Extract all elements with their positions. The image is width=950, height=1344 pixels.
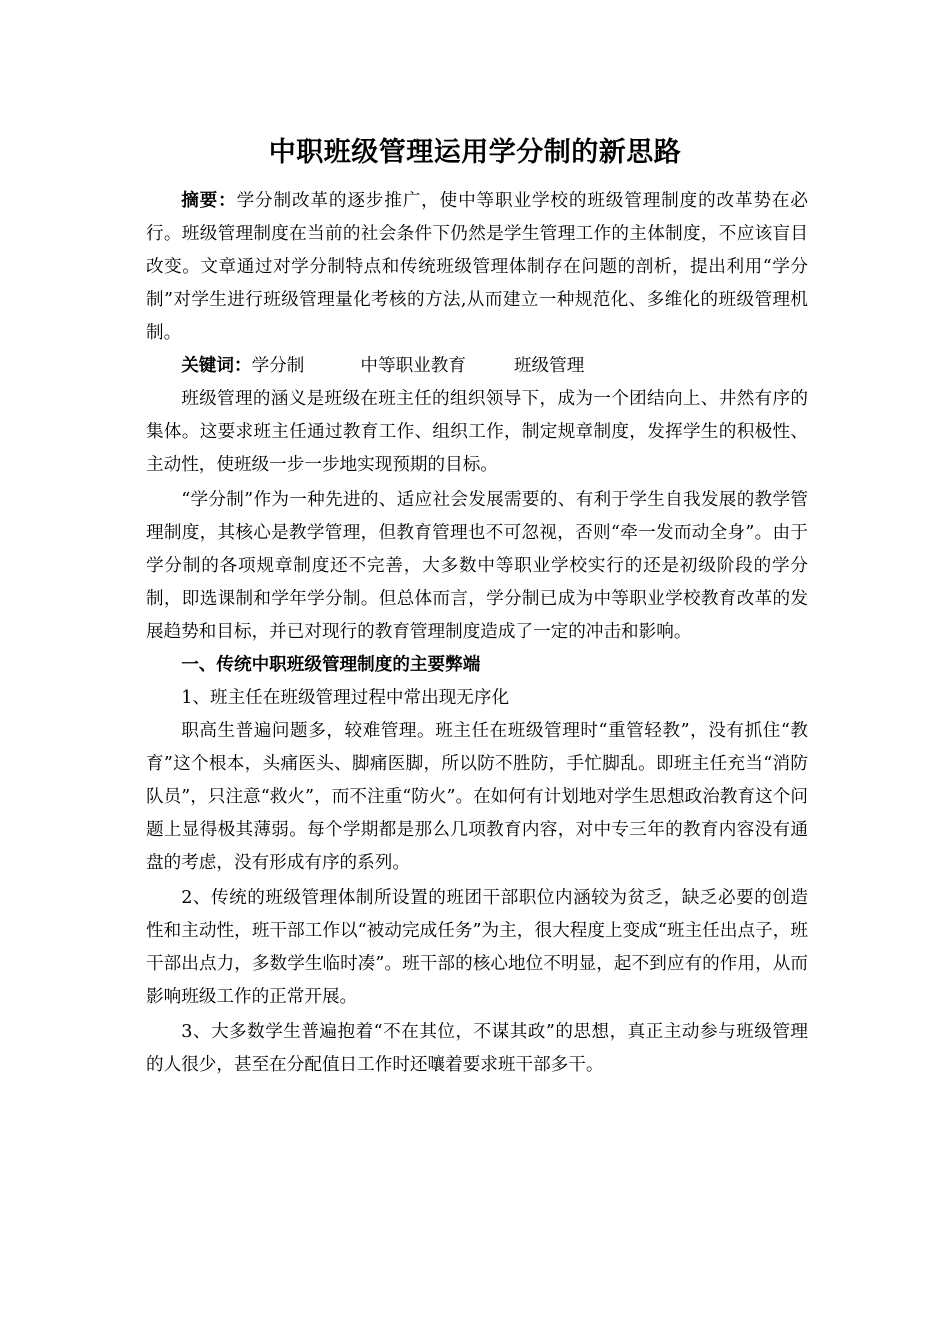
document-body (146, 185, 808, 1082)
body-paragraph-1: 班级管理的涵义是班级在班主任的组织领导下，成为一个团结向上、井然有序的集体。这要求班主任通过教育工作、组织工作，制定规章制度，发挥学生的积极性、主动性，使班级一步一步地实现预期的目标。 (146, 389, 808, 475)
abstract-paragraph (146, 185, 808, 350)
body-paragraph-5: 3、大多数学生普遍抱着“不在其位，不谋其政”的思想，真正主动参与班级管理的人很少，甚至在分配值日工作时还嚷着要求班干部多干。 (146, 1022, 808, 1075)
abstract-text: 学分制改革的逐步推广，使中等职业学校的班级管理制度的改革势在必行。班级管理制度在当前的社会条件下仍然是学生管理工作的主体制度，不应该盲目改变。文章通过对学分制特点和传统班级管理体制存在问题的剖析，提出利用“学分制”对学生进行班级管理量化考核的方法,从而建立一种规范化、多维化的班级管理机制。 (146, 191, 808, 343)
subsection-heading-1: 1、班主任在班级管理过程中常出现无序化 (181, 688, 510, 708)
keyword-item: 学分制 (251, 356, 305, 376)
keyword-item: 中等职业教育 (360, 356, 466, 376)
keyword-item: 班级管理 (513, 356, 585, 376)
body-paragraph-2: “学分制”作为一种先进的、适应社会发展需要的、有利于学生自我发展的教学管理制度，其核心是教学管理，但教育管理也不可忽视，否则“牵一发而动全身”。由于学分制的各项规章制度还不完善，大多数中等职业学校实行的还是初级阶段的学分制，即选课制和学年学分制。但总体而言，学分制已成为中等职业学校教育改革的发展趋势和目标，并已对现行的教育管理制度造成了一定的冲击和影响。 (146, 490, 808, 642)
body-paragraph-3: 职高生普遍问题多，较难管理。班主任在班级管理时“重管轻教”，没有抓住“教育”这个根本，头痛医头、脚痛医脚，所以防不胜防，手忙脚乱。即班主任充当“消防队员”，只注意“救火”，而不注重“防火”。在如何有计划地对学生思想政治教育这个问题上显得极其薄弱。每个学期都是那么几项教育内容，对中专三年的教育内容没有通盘的考虑，没有形成有序的系列。 (146, 721, 808, 873)
section-heading-1: 一、传统中职班级管理制度的主要弊端 (181, 655, 481, 675)
keywords-paragraph (146, 350, 808, 383)
abstract-label: 摘要： (181, 191, 237, 211)
body-paragraph-4: 2、传统的班级管理体制所设置的班团干部职位内涵较为贫乏，缺乏必要的创造性和主动性，班干部工作以“被动完成任务”为主，很大程度上变成“班主任出点子，班干部出点力，多数学生临时凑”。班干部的核心地位不明显，起不到应有的作用，从而影响班级工作的正常开展。 (146, 888, 808, 1007)
document-title: 中职班级管理运用学分制的新思路 (268, 137, 682, 168)
keywords-label: 关键词： (181, 356, 252, 376)
